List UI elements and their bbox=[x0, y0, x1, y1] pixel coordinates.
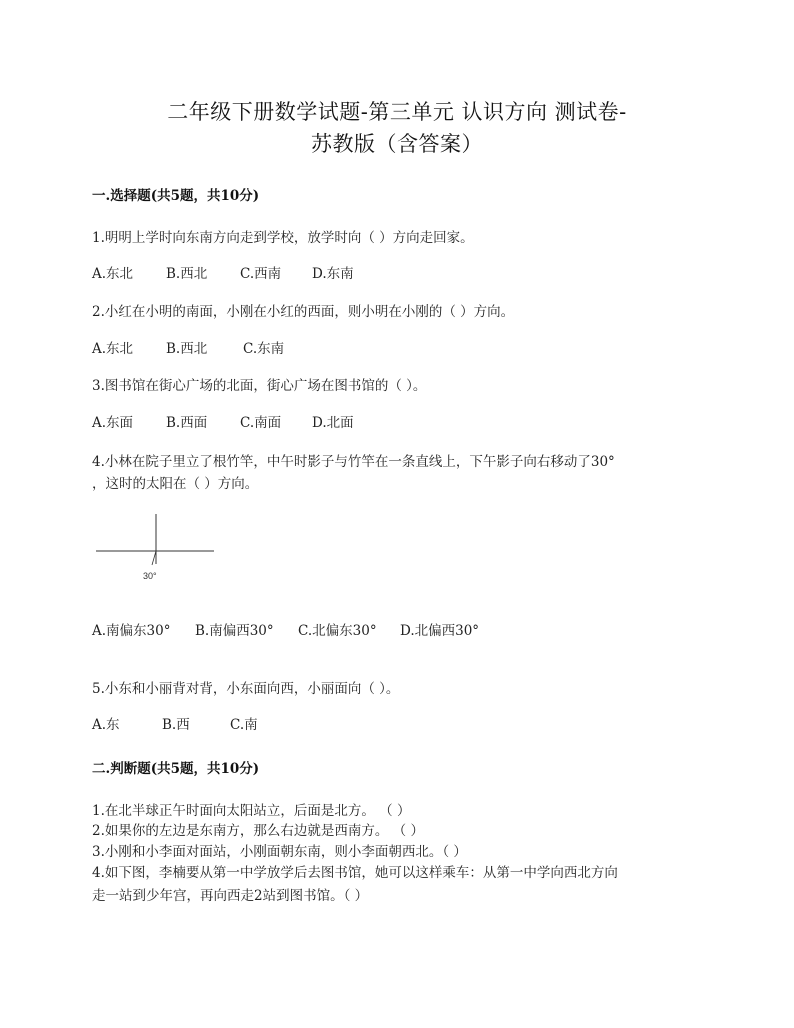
q5-option-c: C.南 bbox=[230, 717, 258, 733]
q4-option-c: C.北偏东30° bbox=[298, 623, 377, 639]
judge-item-4-line1: 4.如下图，李楠要从第一中学放学后去图书馆，她可以这样乘车：从第一中学向西北方向 bbox=[92, 865, 618, 881]
q4-option-d: D.北偏西30° bbox=[400, 623, 480, 639]
question-1-options bbox=[92, 262, 354, 282]
q5-option-b: B.西 bbox=[162, 717, 190, 733]
question-1-text: 1.明明上学时向东南方向走到学校，放学时向（ ）方向走回家。 bbox=[92, 230, 474, 246]
q4-option-a: A.南偏东30° bbox=[92, 623, 171, 639]
question-5-text: 5.小东和小丽背对背，小东面向西，小丽面向（ ）。 bbox=[92, 681, 400, 697]
q2-option-b: B.西北 bbox=[166, 341, 208, 357]
question-4-text-line1: 4.小林在院子里立了根竹竿，中午时影子与竹竿在一条直线上，下午影子向右移动了30° bbox=[92, 454, 615, 470]
shadow-line bbox=[152, 551, 156, 565]
question-4-text-line2: ，这时的太阳在（ ）方向。 bbox=[92, 476, 259, 492]
question-5-options bbox=[92, 713, 258, 733]
angle-label: 30° bbox=[143, 571, 157, 581]
page-title-line2: 苏教版（含答案） bbox=[311, 132, 483, 156]
q3-option-d: D.北面 bbox=[312, 415, 354, 431]
judge-item-4-line2: 走一站到少年宫，再向西走2站到图书馆。（ ） bbox=[92, 888, 369, 904]
q5-option-a: A.东 bbox=[92, 717, 120, 733]
section1-heading: 一.选择题(共5题，共10分) bbox=[92, 188, 260, 204]
q4-option-b: B.南偏西30° bbox=[195, 623, 274, 639]
question-2-options bbox=[92, 337, 284, 357]
q3-option-a: A.东面 bbox=[92, 415, 134, 431]
question-2-text: 2.小红在小明的南面，小刚在小红的西面，则小明在小刚的（ ）方向。 bbox=[92, 304, 515, 320]
q3-option-c: C.南面 bbox=[240, 415, 282, 431]
q1-option-a: A.东北 bbox=[92, 266, 134, 282]
judge-item-3: 3.小刚和小李面对面站，小刚面朝东南，则小李面朝西北。（ ） bbox=[92, 844, 467, 860]
question-4-options bbox=[92, 619, 479, 639]
q1-option-c: C.西南 bbox=[240, 266, 282, 282]
page-title-line1: 二年级下册数学试题-第三单元 认识方向 测试卷- bbox=[167, 100, 627, 124]
q3-option-b: B.西面 bbox=[166, 415, 208, 431]
judge-item-1: 1.在北半球正午时面向太阳站立，后面是北方。 （ ） bbox=[92, 803, 411, 819]
q2-option-a: A.东北 bbox=[92, 341, 134, 357]
question-3-options bbox=[92, 411, 354, 431]
q1-option-b: B.西北 bbox=[166, 266, 208, 282]
judge-item-2: 2.如果你的左边是东南方，那么右边就是西南方。 （ ） bbox=[92, 823, 424, 839]
q1-option-d: D.东南 bbox=[312, 266, 354, 282]
section2-heading: 二.判断题(共5题，共10分) bbox=[92, 761, 260, 777]
shadow-angle-diagram bbox=[96, 512, 216, 584]
q2-option-c: C.东南 bbox=[243, 341, 285, 357]
question-3-text: 3.图书馆在街心广场的北面，街心广场在图书馆的（ ）。 bbox=[92, 378, 427, 394]
